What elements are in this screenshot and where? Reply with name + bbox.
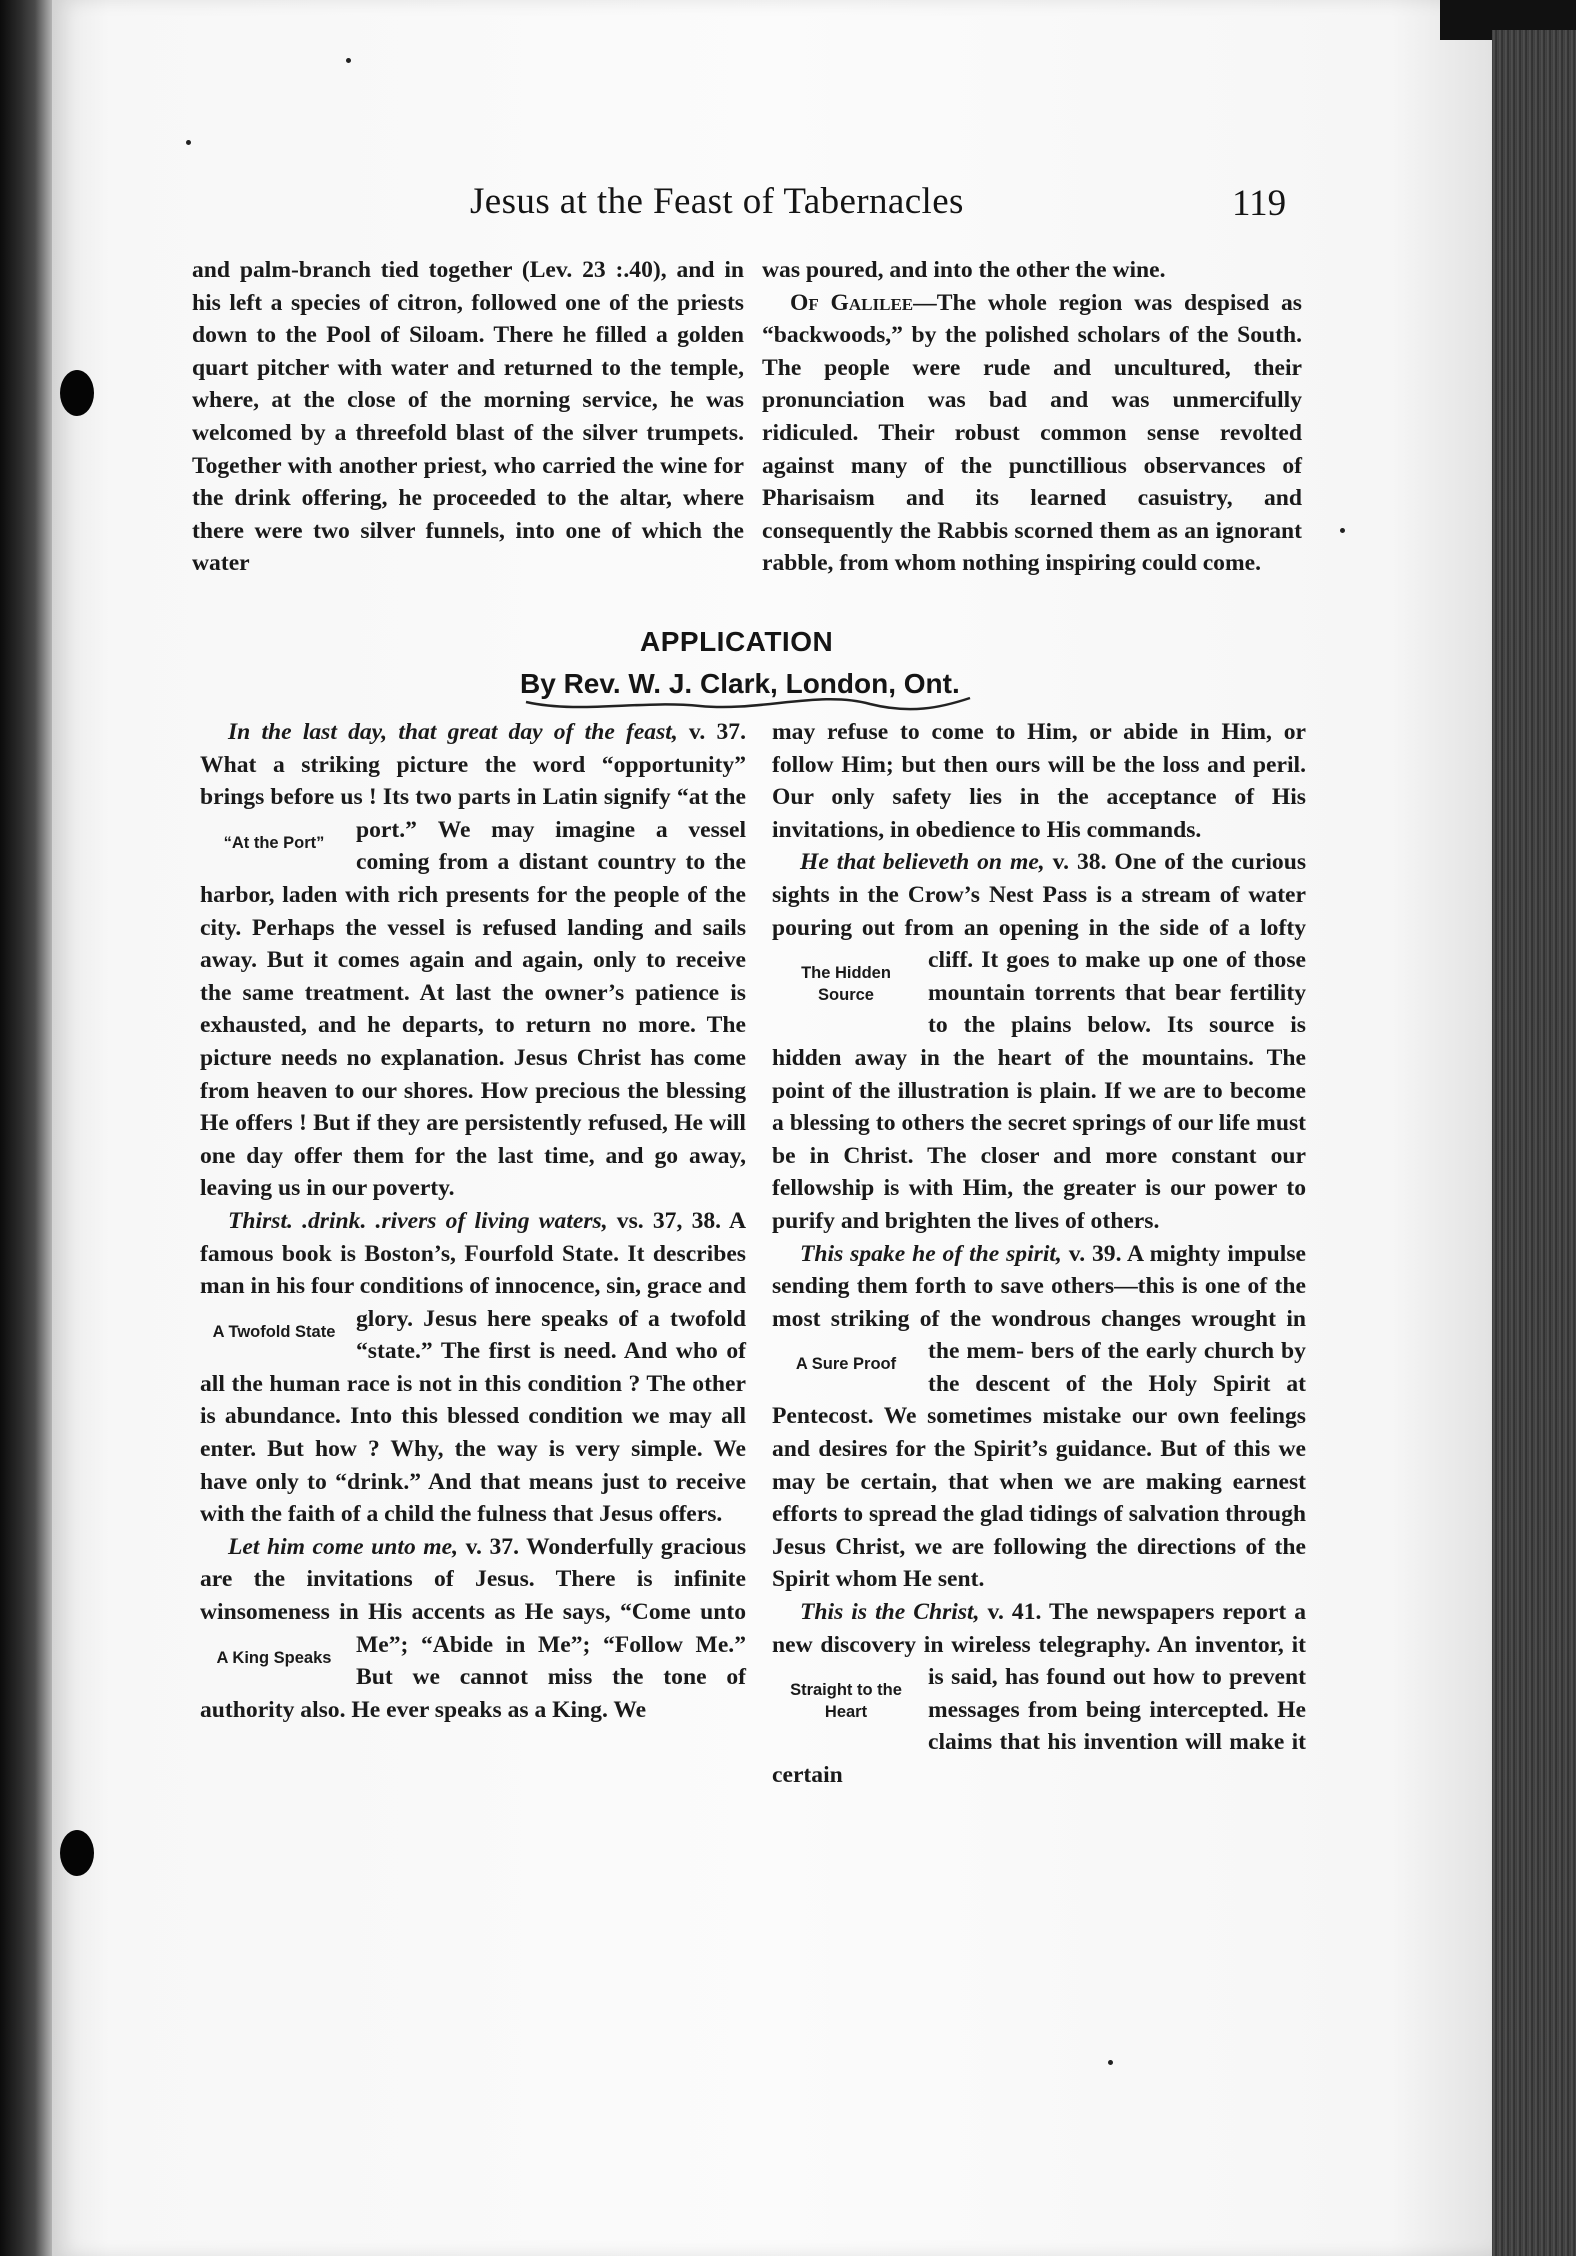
verse-number: v. 41. bbox=[979, 1599, 1042, 1626]
body-paragraph bbox=[200, 716, 746, 1205]
verse-number: v. 37. bbox=[458, 1533, 519, 1560]
side-heading: A King Speaks bbox=[216, 1648, 332, 1667]
body-paragraph: may refuse to come to Him, or abide in Him, or follow Him; but then ours will be the loss and peril. Our only safety lies in the acceptance of His invitations, in obedience to His commands. bbox=[772, 719, 1306, 843]
note-heading: Of Galilee bbox=[790, 289, 914, 316]
body-paragraph bbox=[200, 1531, 746, 1727]
body-text: A mighty impulse sending them forth to save others—this is one of the most striking of the wondrous changes wrought in the mem- bbox=[772, 1240, 1306, 1365]
scripture-reference: Let him come unto me, bbox=[228, 1533, 459, 1560]
body-text: We may imagine a vessel coming from a distant country to the harbor, laden with rich presents for the people of the city. Perhaps the vessel is refused landing and sails away. But it comes again and again, only to receive the same treatment. At last the owner’s patience is exhausted, and he departs, to return no more. The picture needs no explanation. Jesus Christ has come from heaven to our shores. How precious the blessing He offers ! But if they are persistently refused, He will one day offer them for the last time, and go away, leaving us in our poverty. bbox=[200, 816, 747, 1202]
verse-number: vs. 37, 38. bbox=[607, 1207, 722, 1234]
body-text: Wonderfully gracious are the invitations of Jesus. There is infinite winsomeness in His accents as He says, “Come unto Me”; “Abide bbox=[200, 1533, 746, 1658]
body-paragraph: and palm-branch tied together (Lev. 23 :.40), and in his left a species of citron, followed one of the priests down to the Pool of Siloam. There he filled a golden quart pitcher with water and returned to the temple, where, at the close of the morning service, he was welcomed by a threefold blast of the silver trumpets. Together with another priest, who carried the wine for the drink offering, he proceeded to the altar, where there were two silver funnels, into one of which the water bbox=[192, 257, 744, 577]
note-text: —The whole region was despised as “backwoods,” by the polished scholars of the South. The people were rude and uncultured, their pronunciation was bad and was unmercifully ridiculed. Their robust common sense revolted against many of the punctillious observances of Pharisaism and its learned casuistry, and consequently the Rabbis scorned them as an ignorant rabble, from whom nothing inspiring could come. bbox=[762, 289, 1302, 577]
body-text: in Me”; “Follow Me.” But we cannot miss the tone of authority also. He ever speaks as a King. We bbox=[200, 1631, 746, 1723]
body-paragraph bbox=[762, 287, 1302, 580]
author-byline: By Rev. W. J. Clark, London, Ont. bbox=[520, 668, 960, 699]
body-text: goes to make up one of those mountain torrents that bear fertility to the plains below. Its source is hidden away in the heart of the mountains. The point of the illustration is plain. If we are to become a blessing to others the secret springs of our life must be in Christ. The closer and more constant our fellowship is with Him, the greater is our power to purify and brighten the lives of others. bbox=[772, 947, 1306, 1234]
body-text: A famous book is Boston’s, Fourfold State. It describes man in his four conditions of innocence, sin, grace bbox=[200, 1207, 746, 1300]
verse-number: v. 38. bbox=[1044, 849, 1107, 876]
page-speck bbox=[346, 58, 351, 63]
scripture-reference: This is the Christ, bbox=[800, 1599, 980, 1626]
body-text: One of the curious sights in the Crow’s Nest Pass is a stream of water pouring out from an opening in the side of a lofty cliff. It bbox=[772, 849, 1306, 974]
verse-number: v. 39. bbox=[1061, 1240, 1122, 1267]
side-heading: “At the Port” bbox=[223, 833, 325, 852]
book-page-edges bbox=[1492, 30, 1576, 2256]
application-left-column bbox=[200, 716, 746, 1726]
body-paragraph bbox=[772, 1238, 1306, 1597]
page-speck bbox=[1340, 528, 1345, 533]
body-text: bers of the early church by the descent of the Holy Spirit at Pentecost. We sometimes mistake our own feelings and desires for the Spirit’s guidance. But of this we may be certain, that when we are making earnest efforts to spread the glad tidings of salvation through Jesus Christ, we are following the directions of the Spirit whom He sent. bbox=[772, 1338, 1306, 1593]
scripture-reference: He that believeth on me, bbox=[800, 849, 1045, 876]
section-heading: APPLICATION bbox=[640, 626, 834, 657]
binding-hole-lower bbox=[60, 1830, 94, 1876]
side-heading: Straight to the Heart bbox=[790, 1681, 902, 1722]
binding-hole-upper bbox=[60, 370, 94, 416]
body-paragraph bbox=[200, 1205, 746, 1531]
book-spine-shadow bbox=[0, 0, 58, 2256]
scripture-reference: In the last day, that great day of the feast, bbox=[228, 719, 678, 745]
body-text: out how to prevent messages from being intercepted. He claims that his invention will make it certain bbox=[772, 1664, 1306, 1788]
page-speck bbox=[186, 140, 191, 145]
scripture-reference: This spake he of the spirit, bbox=[800, 1240, 1062, 1267]
application-right-column bbox=[772, 716, 1306, 1792]
body-text: What a striking picture the word “opportunity” brings before us ! Its two parts in Latin signify “at the port.” bbox=[200, 751, 746, 843]
side-heading: The Hidden Source bbox=[801, 964, 891, 1005]
page-number: 119 bbox=[1232, 183, 1287, 224]
verse-number: v. 37. bbox=[677, 719, 746, 745]
running-title: Jesus at the Feast of Tabernacles bbox=[470, 181, 964, 222]
top-right-column bbox=[762, 254, 1302, 580]
top-left-column bbox=[192, 254, 744, 580]
page-speck bbox=[1108, 2060, 1113, 2065]
pen-underline-mark bbox=[520, 680, 980, 720]
side-heading: A Sure Proof bbox=[795, 1355, 897, 1374]
scripture-reference: Thirst. .drink. .rivers of living waters, bbox=[228, 1207, 608, 1234]
body-paragraph: was poured, and into the other the wine. bbox=[762, 257, 1166, 283]
body-paragraph bbox=[772, 1596, 1306, 1792]
body-text: The newspapers report a new discovery in wireless telegraphy. An inventor, it is said, has found bbox=[772, 1599, 1306, 1691]
side-heading: A Twofold State bbox=[212, 1322, 336, 1341]
body-paragraph bbox=[772, 846, 1306, 1237]
body-text: and glory. Jesus here speaks of a twofold “state.” The first is need. And who of all the human race is not in this condition ? The other is abundance. Into this blessed condition we may all enter. But how ? Why, the way is very simple. We have only to “drink.” And that means just to receive with the faith of a child the fulness that Jesus offers. bbox=[200, 1273, 746, 1528]
